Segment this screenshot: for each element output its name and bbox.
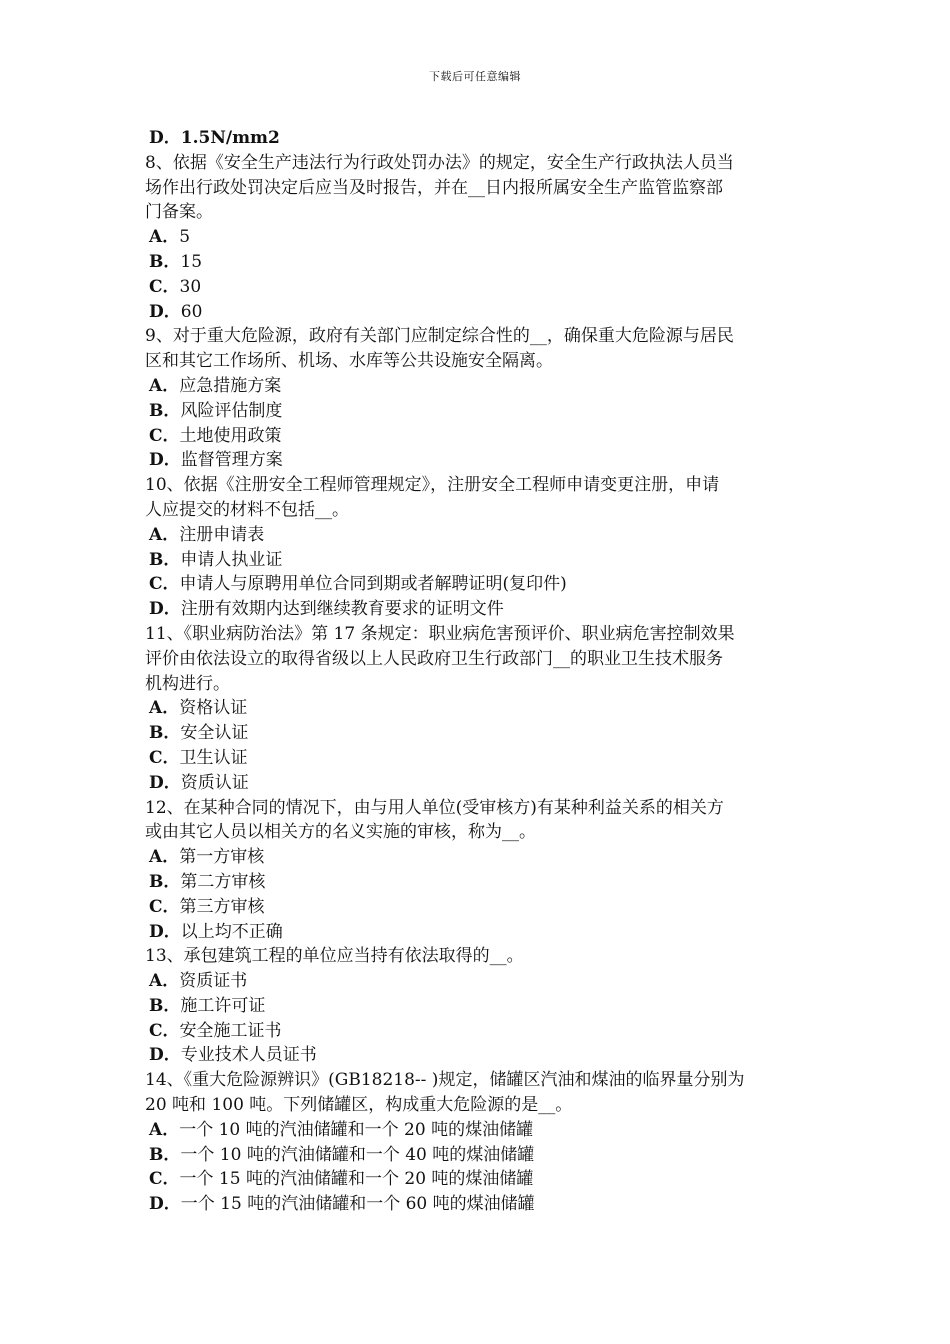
option-letter: D． [149, 301, 181, 322]
answer-option [145, 548, 810, 573]
option-text: 第二方审核 [180, 871, 266, 892]
answer-option [145, 448, 810, 473]
document-body [145, 126, 810, 1217]
option-letter: A． [149, 698, 180, 719]
answer-option [145, 721, 810, 746]
option-letter: D． [149, 1045, 181, 1066]
option-letter: B． [149, 549, 181, 570]
option-letter: B． [149, 871, 181, 892]
question-text-line: 评价由依法设立的取得省级以上人民政府卫生行政部门__的职业卫生技术服务 [145, 648, 723, 669]
answer-option [145, 597, 810, 622]
option-text: 资格认证 [179, 698, 248, 719]
option-text: 第一方审核 [179, 847, 265, 868]
option-text: 安全认证 [180, 723, 249, 744]
answer-option [145, 126, 810, 151]
option-letter: C． [149, 425, 180, 446]
option-letter: C． [149, 574, 180, 595]
option-text: 申请人执业证 [180, 549, 283, 570]
option-letter: B． [149, 1144, 181, 1165]
option-text: 1.5N/mm2 [180, 128, 280, 148]
option-text: 60 [180, 301, 203, 322]
question-text-line: 20 吨和 100 吨。下列储罐区，构成重大危险源的是__。 [145, 1095, 573, 1116]
answer-option [145, 994, 810, 1019]
option-text: 申请人与原聘用单位合同到期或者解聘证明(复印件) [179, 574, 567, 595]
option-text: 一个 15 吨的汽油储罐和一个 60 吨的煤油储罐 [180, 1194, 535, 1215]
question-text-line: 14、《重大危险源辨识》(GB18218-- )规定，储罐区汽油和煤油的临界量分别为 [145, 1070, 745, 1091]
answer-option [145, 1167, 810, 1192]
option-letter: D． [149, 599, 181, 620]
option-letter: C． [149, 747, 180, 768]
answer-option [145, 424, 810, 449]
answer-option [145, 696, 810, 721]
option-letter: D． [149, 921, 181, 942]
option-letter: A． [149, 375, 180, 396]
option-letter: D． [149, 128, 181, 148]
option-letter: D． [149, 1194, 181, 1215]
answer-option [145, 275, 810, 300]
answer-option [145, 1043, 810, 1068]
option-text: 一个 15 吨的汽油储罐和一个 20 吨的煤油储罐 [179, 1169, 534, 1190]
option-text: 风险评估制度 [180, 400, 283, 421]
option-text: 资质认证 [180, 772, 249, 793]
question-text-line: 12、在某种合同的情况下，由与用人单位(受审核方)有某种利益关系的相关方 [145, 797, 724, 818]
answer-option [145, 969, 810, 994]
option-text: 第三方审核 [179, 896, 265, 917]
option-text: 卫生认证 [179, 747, 248, 768]
option-text: 一个 10 吨的汽油储罐和一个 20 吨的煤油储罐 [179, 1119, 534, 1140]
answer-option [145, 870, 810, 895]
question-text-line: 人应提交的材料不包括__。 [145, 499, 349, 520]
question-text-line: 13、承包建筑工程的单位应当持有依法取得的__。 [145, 946, 524, 967]
option-letter: D． [149, 450, 181, 471]
answer-option [145, 1192, 810, 1217]
question-text-line: 8、依据《安全生产违法行为行政处罚办法》的规定，安全生产行政执法人员当 [145, 152, 734, 173]
option-text: 专业技术人员证书 [180, 1045, 317, 1066]
answer-option [145, 399, 810, 424]
question-text-line: 区和其它工作场所、机场、水库等公共设施安全隔离。 [145, 351, 553, 372]
option-text: 监督管理方案 [180, 450, 283, 471]
option-text: 注册申请表 [179, 524, 265, 545]
answer-option [145, 250, 810, 275]
option-text: 一个 10 吨的汽油储罐和一个 40 吨的煤油储罐 [180, 1144, 535, 1165]
answer-option [145, 1143, 810, 1168]
answer-option [145, 1118, 810, 1143]
option-letter: A． [149, 1119, 180, 1140]
answer-option [145, 895, 810, 920]
option-text: 30 [179, 276, 202, 297]
answer-option [145, 300, 810, 325]
question-text-line: 场作出行政处罚决定后应当及时报告，并在__日内报所属安全生产监管监察部 [145, 177, 723, 198]
answer-option [145, 771, 810, 796]
answer-option [145, 572, 810, 597]
option-letter: A． [149, 227, 180, 248]
option-letter: A． [149, 524, 180, 545]
option-letter: B． [149, 995, 181, 1016]
answer-option [145, 523, 810, 548]
option-letter: C． [149, 1020, 180, 1041]
option-text: 土地使用政策 [179, 425, 282, 446]
option-text: 注册有效期内达到继续教育要求的证明文件 [180, 599, 504, 620]
option-text: 以上均不正确 [180, 921, 283, 942]
question-text-line: 门备案。 [145, 202, 213, 223]
option-text: 施工许可证 [180, 995, 266, 1016]
page-header: 下载后可任意编辑 [429, 70, 521, 83]
option-text: 应急措施方案 [179, 375, 282, 396]
question-text-line: 11、《职业病防治法》第 17 条规定：职业病危害预评价、职业病危害控制效果 [145, 623, 735, 644]
option-letter: A． [149, 971, 180, 992]
option-letter: B． [149, 251, 181, 272]
option-letter: D． [149, 772, 181, 793]
option-text: 安全施工证书 [179, 1020, 282, 1041]
option-letter: A． [149, 847, 180, 868]
question-text-line: 9、对于重大危险源，政府有关部门应制定综合性的__，确保重大危险源与居民 [145, 326, 734, 347]
answer-option [145, 746, 810, 771]
question-text-line: 或由其它人员以相关方的名义实施的审核，称为__。 [145, 822, 536, 843]
option-letter: C． [149, 276, 180, 297]
answer-option [145, 225, 810, 250]
answer-option [145, 374, 810, 399]
question-text-line: 机构进行。 [145, 673, 230, 694]
answer-option [145, 920, 810, 945]
option-letter: C． [149, 1169, 180, 1190]
question-text-line: 10、依据《注册安全工程师管理规定》，注册安全工程师申请变更注册，申请 [145, 475, 720, 496]
answer-option [145, 845, 810, 870]
option-letter: B． [149, 723, 181, 744]
option-letter: B． [149, 400, 181, 421]
option-text: 资质证书 [179, 971, 248, 992]
option-letter: C． [149, 896, 180, 917]
option-text: 15 [180, 251, 203, 272]
answer-option [145, 1019, 810, 1044]
option-text: 5 [179, 227, 191, 248]
